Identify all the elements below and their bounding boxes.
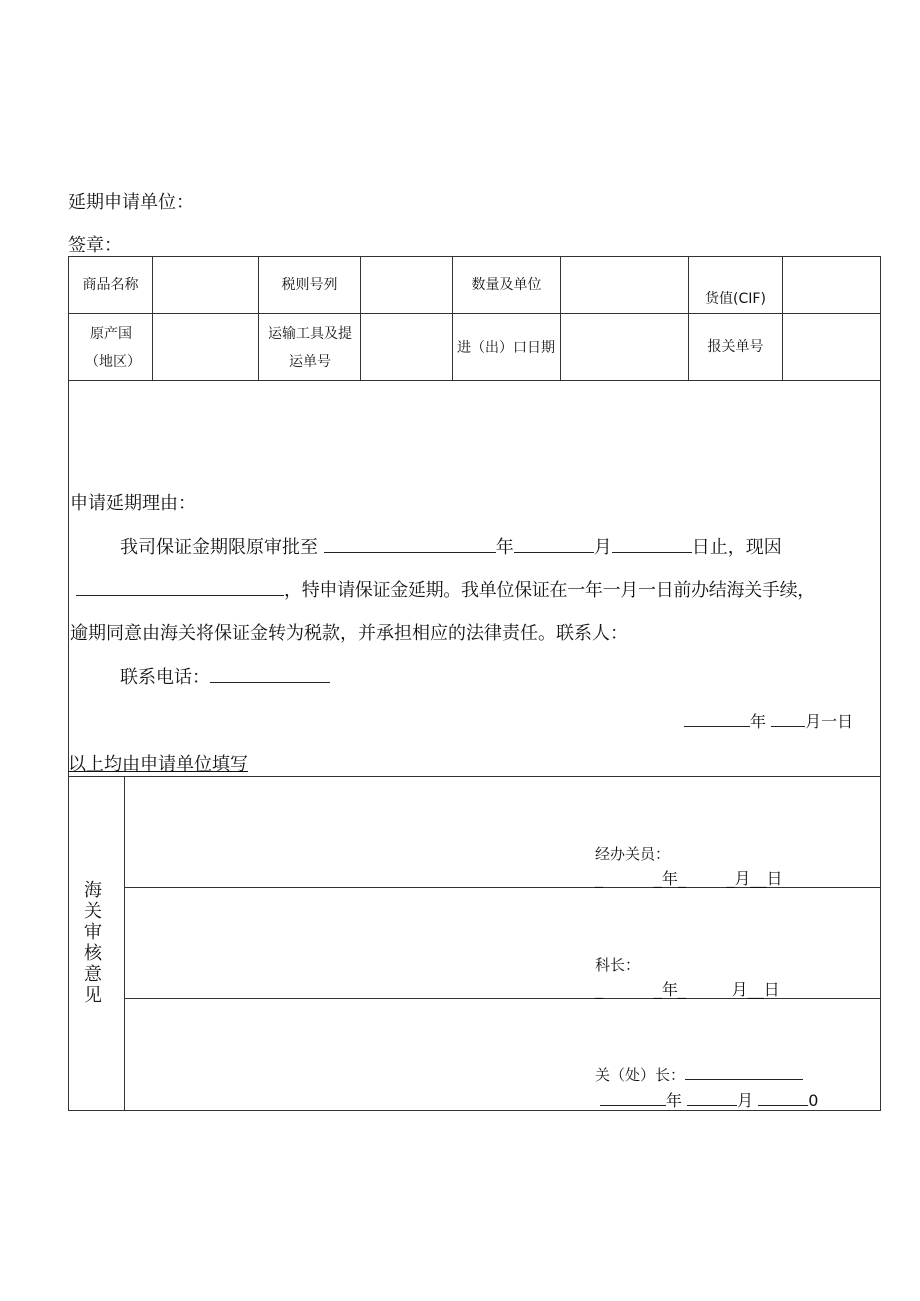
chief-label: 科长：	[595, 956, 641, 974]
year-text: 年	[495, 537, 514, 558]
applicant-label: 延期申请单位：	[68, 192, 194, 213]
header-origin-country: 原产国（地区）	[85, 326, 141, 370]
customs-review-label: 海关审核意见	[84, 880, 102, 1006]
director-blank[interactable]	[685, 1063, 803, 1080]
director-year-blank[interactable]	[600, 1089, 666, 1106]
director-day-text: 0	[808, 1091, 819, 1110]
reason-blank[interactable]	[76, 579, 284, 596]
header-cif-value: 货值(CIF)	[705, 291, 766, 307]
header-transport-bill: 运输工具及提运单号	[268, 326, 352, 370]
director-year-text: 年	[666, 1091, 683, 1110]
header-declaration-no: 报关单号	[707, 339, 764, 355]
officer-label: 经办关员：	[595, 845, 671, 863]
director-month-blank[interactable]	[687, 1089, 737, 1106]
month-text: 月	[593, 537, 612, 558]
reason-line-2-text: ，特申请保证金延期。我单位保证在一年一月一日前办结海关手续，	[284, 580, 815, 601]
officer-date: _ _年_ _月__日	[595, 869, 783, 888]
director-day-blank[interactable]	[758, 1089, 808, 1106]
approved-until-text: 我司保证金期限原审批至	[120, 537, 318, 558]
header-import-export-date: 进（出）口日期	[457, 340, 555, 356]
reason-line-2	[76, 576, 815, 602]
director-label: 关（处）长：	[595, 1066, 686, 1084]
phone-blank[interactable]	[210, 666, 330, 683]
seal-label: 签章：	[68, 235, 122, 256]
day-text: 日止，现因	[691, 537, 782, 558]
applicant-date	[684, 709, 853, 732]
header-goods-name: 商品名称	[82, 277, 139, 293]
month-blank[interactable]	[514, 536, 594, 553]
chief-date: _ _年_ 月__日	[595, 980, 780, 999]
header-quantity-unit: 数量及单位	[471, 277, 542, 293]
applicant-month-blank[interactable]	[771, 710, 805, 727]
director-line	[595, 1063, 803, 1085]
phone-label: 联系电话：	[120, 667, 210, 688]
footer-note: 以上均由申请单位填写	[68, 754, 248, 775]
header-tariff-code: 税则号列	[281, 277, 338, 293]
director-date	[600, 1088, 818, 1111]
applicant-month-day-text: 月一日	[805, 712, 854, 731]
reason-line-1	[120, 533, 782, 559]
applicant-year-blank[interactable]	[684, 710, 750, 727]
applicant-year-text: 年	[750, 712, 767, 731]
reason-line-3: 逾期同意由海关将保证金转为税款，并承担相应的法律责任。联系人：	[70, 623, 628, 644]
phone-line	[120, 663, 330, 689]
reason-title: 申请延期理由：	[70, 493, 196, 514]
day-blank[interactable]	[612, 536, 692, 553]
director-month-text: 月	[737, 1091, 754, 1110]
year-blank[interactable]	[324, 536, 496, 553]
